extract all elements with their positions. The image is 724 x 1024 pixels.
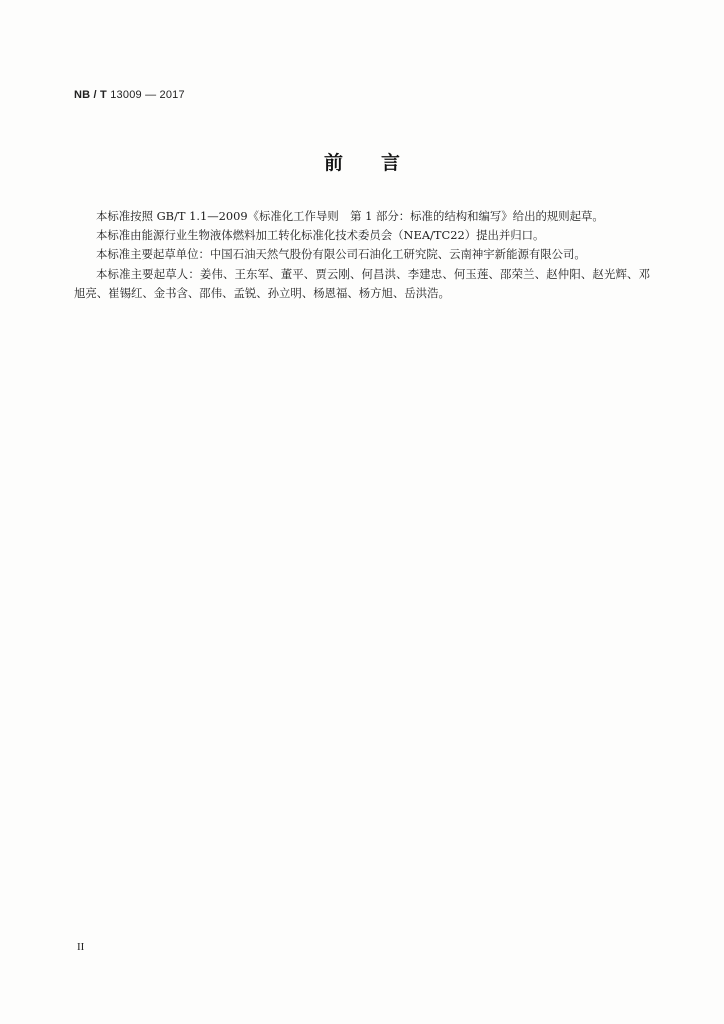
paragraph-drafting-units: 本标准主要起草单位：中国石油天然气股份有限公司石油化工研究院、云南神宇新能源有限公司。 (96, 247, 586, 262)
standard-number: 13009 — 2017 (106, 89, 185, 101)
page-number: II (77, 941, 85, 953)
standard-code (74, 89, 185, 101)
page-title: 前言 (323, 152, 438, 174)
standard-prefix: NB / T (74, 89, 107, 101)
foreword-body (74, 207, 650, 303)
paragraph-drafting-rules: 本标准按照 GB/T 1.1—2009《标准化工作导则 第 1 部分：标准的结构和编写》给出的规则起草。 (96, 209, 604, 223)
paragraph-proposer: 本标准由能源行业生物液体燃料加工转化标准化技术委员会（NEA/TC22）提出并归口。 (96, 228, 545, 243)
paragraph-drafters: 本标准主要起草人：姜伟、王东军、董平、贾云刚、何昌洪、李建忠、何玉莲、邵荣兰、赵仲阳、赵光辉、邓旭亮、崔锡红、金书含、邵伟、孟锐、孙立明、杨恩福、杨方旭、岳洪浩。 (74, 266, 650, 300)
